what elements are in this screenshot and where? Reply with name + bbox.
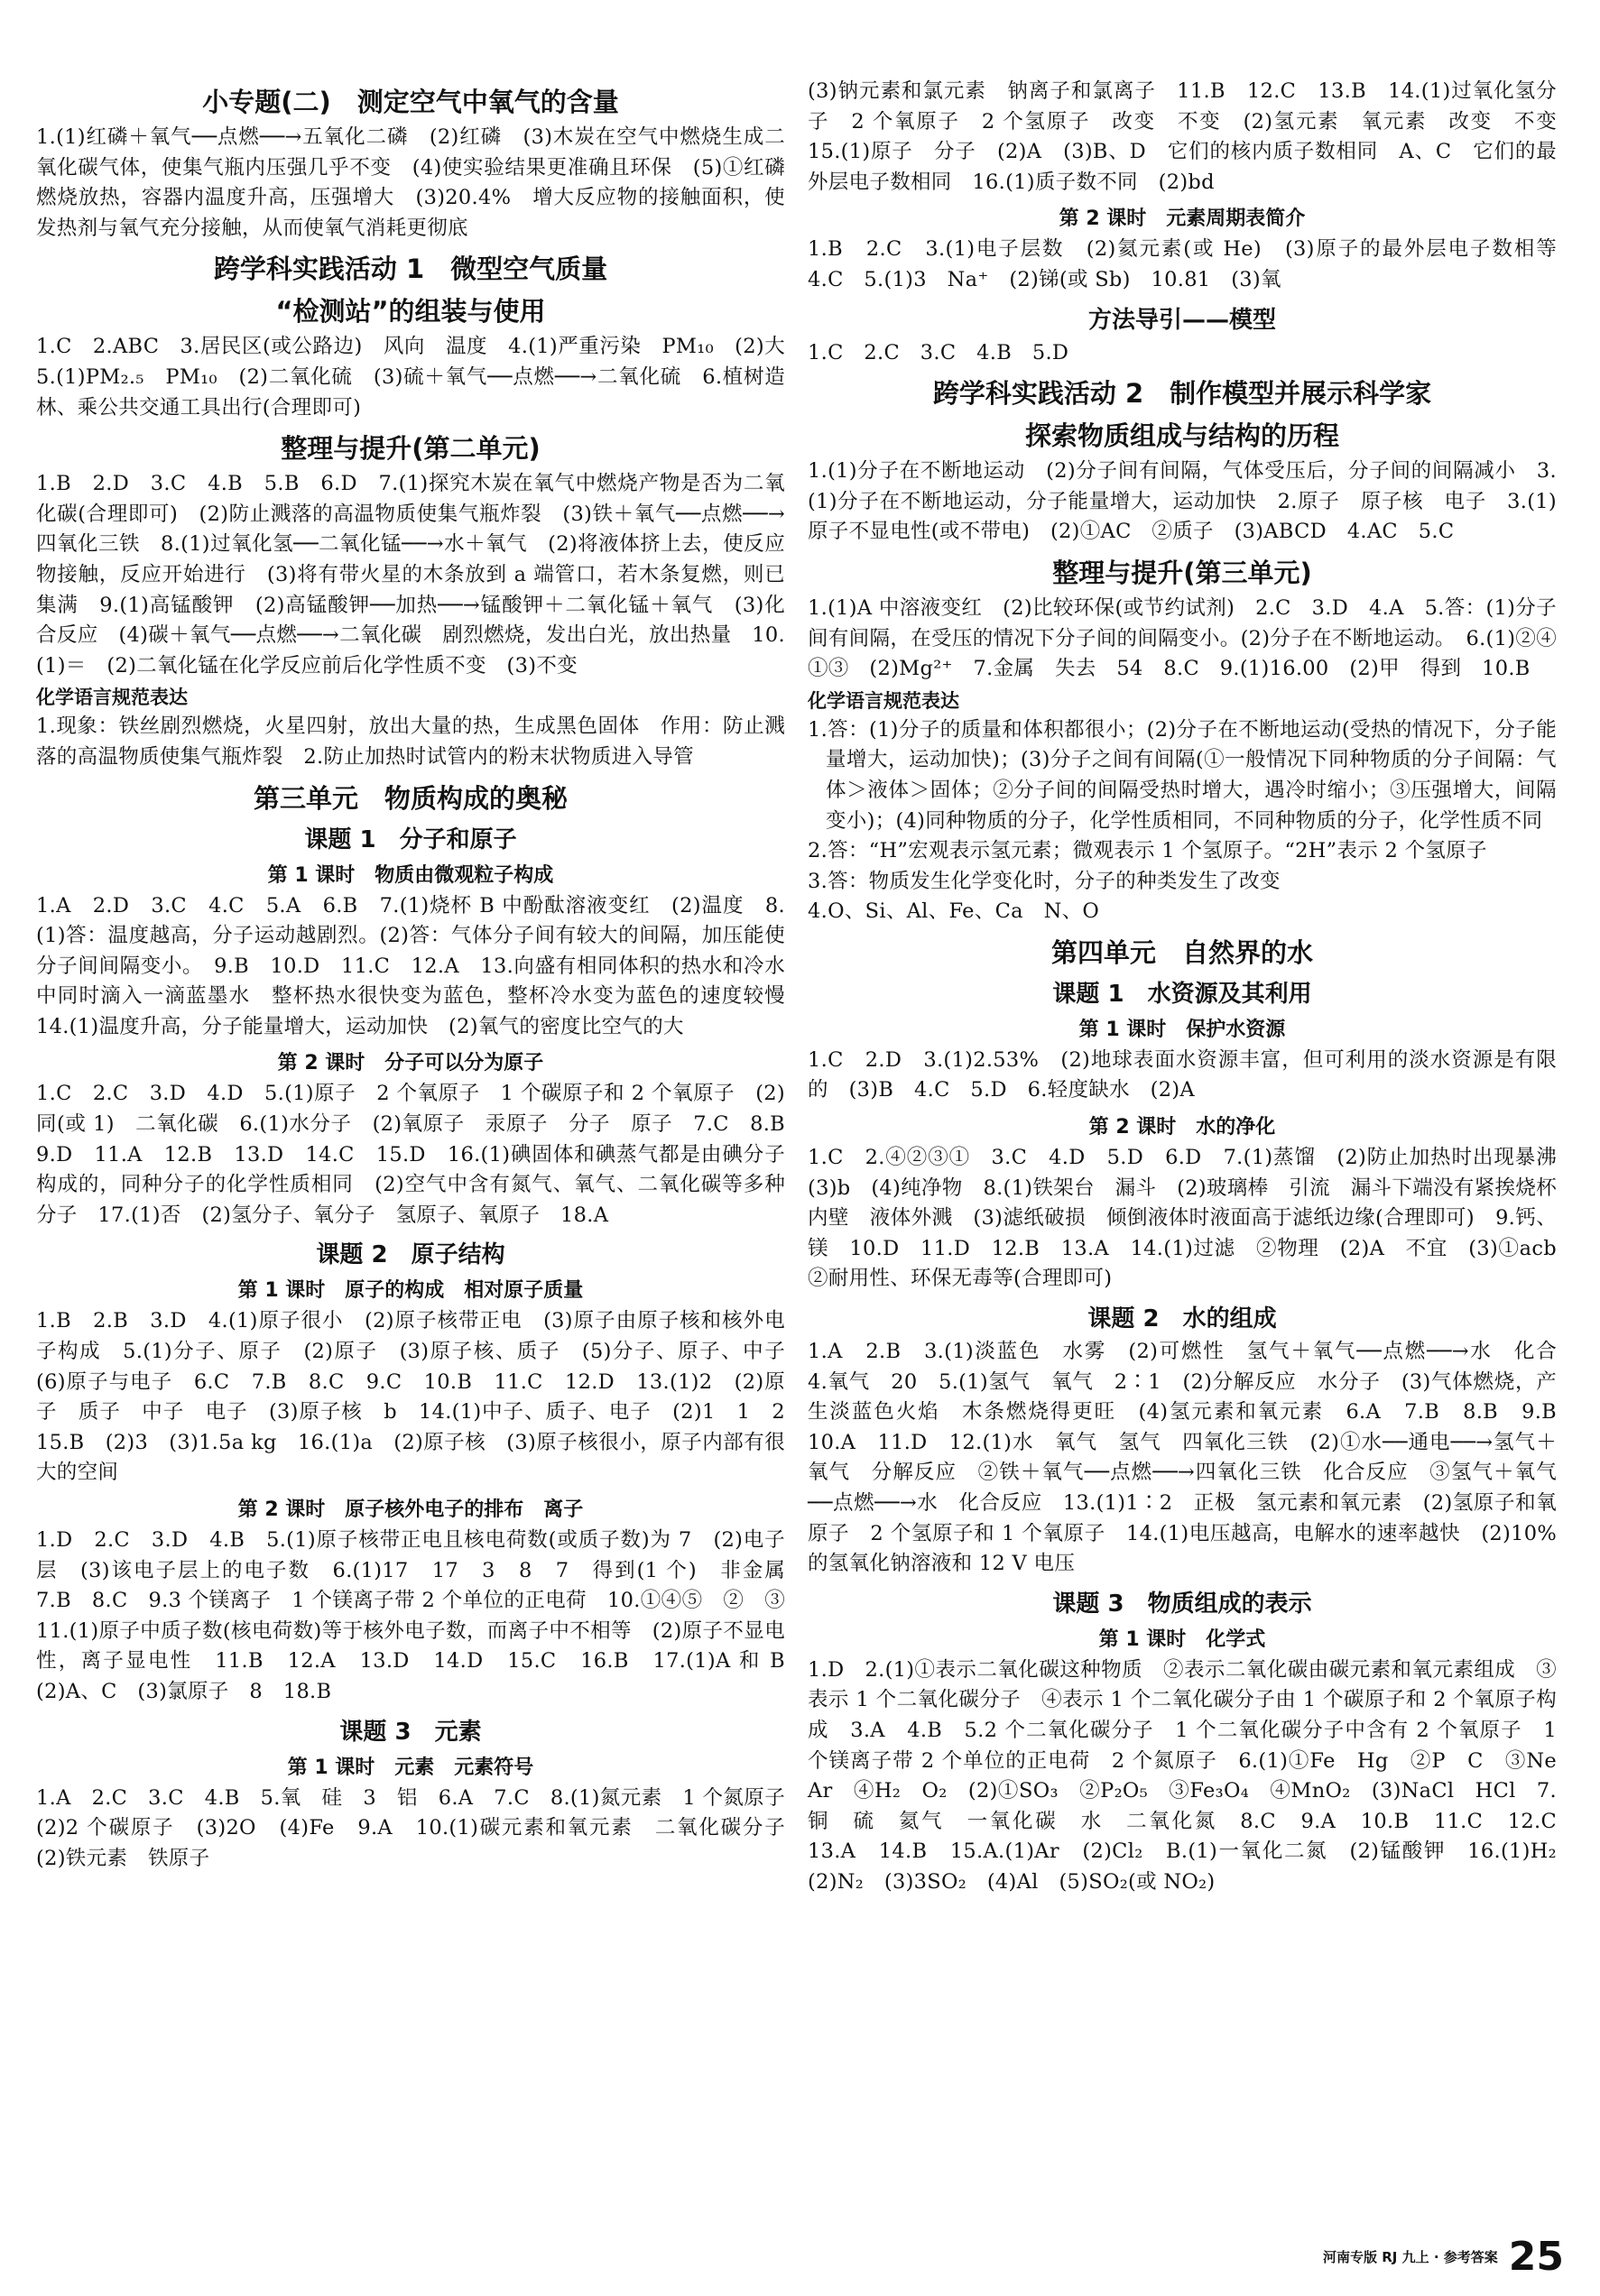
answer-paragraph: 1.C 2.D 3.(1)2.53% (2)地球表面水资源丰富，但可利用的淡水资源是有限的 (3)B 4.C 5.D 6.轻度缺水 (2)A: [808, 1047, 1557, 1102]
answer-paragraph: 1.C 2.C 3.C 4.B 5.D: [808, 340, 1069, 364]
answer-paragraph: 1.(1)红磷＋氧气──点燃──→五氧化二磷 (2)红磷 (3)木炭在空气中燃烧生成二氧化碳气体，使集气瓶内压强几乎不变 (4)使实验结果更准确且环保 (5)①红磷燃烧放热，容器内温度升高，压强增大 (3)20.4% 增大反应物的接触面积，使发热剂与氧气充分接触，从而使氧气消耗更彻底: [36, 125, 785, 240]
answer-paragraph: 1.现象：铁丝剧烈燃烧，火星四射，放出大量的热，生成黑色固体 作用：防止溅落的高温物质使集气瓶炸裂 2.防止加热时试管内的粉末状物质进入导管: [36, 715, 785, 769]
section-heading: “检测站”的组装与使用: [275, 296, 546, 327]
answer-paragraph: 1.D 2.C 3.D 4.B 5.(1)原子核带正电且核电荷数(或质子数)为 7 (2)电子层 (3)该电子层上的电子数 6.(1)17 17 3 8 7 得到(1 个) 非金属 7.B 8.C 9.3 个镁离子 1 个镁离子带 2 个单位的正电荷 10.①④⑤ ② ③ 11.(1)原子中质子数(核电荷数)等于核外电子数，而离子中不相等 (2)原子不显电性，离子显电性 11.B 12.A 13.D 14.D 15.C 16.B 17.(1)A 和 B (2)A、C (3)氯原子 8 18.B: [36, 1528, 806, 1703]
topic-heading: 课题 3 元素: [339, 1718, 482, 1746]
lesson-heading: 第 2 课时 水的净化: [1088, 1116, 1276, 1139]
answer-paragraph: 1.B 2.D 3.C 4.B 5.B 6.D 7.(1)探究木炭在氧气中燃烧产物是否为二氧化碳(合理即可) (2)防止溅落的高温物质使集气瓶炸裂 (3)铁＋氧气──点燃──→四氧化三铁 8.(1)过氧化氢──二氧化锰──→水＋氧气 (2)将液体挤上去，使反应物接触，反应开始进行 (3)将有带火星的木条放到 a 端管口，若木条复燃，则已集满 9.(1)高锰酸钾 (2)高锰酸钾──加热──→锰酸钾＋二氧化锰＋氧气 (3)化合反应 (4)碳＋氧气──点燃──→二氧化碳 剧烈燃烧，发出白光，放出热量 10.(1)＝ (2)二氧化锰在化学反应前后化学性质不变 (3)不变: [36, 472, 785, 678]
answer-paragraph: 1.C 2.C 3.D 4.D 5.(1)原子 2 个氧原子 1 个碳原子和 2 个氧原子 (2)同(或 1) 二氧化碳 6.(1)水分子 (2)氧原子 汞原子 分子 原子 7.C 8.B 9.D 11.A 12.B 13.D 14.C 15.D 16.(1)碘固体和碘蒸气都是由碘分子构成的，同种分子的化学性质相同 (2)空气中含有氮气、氧气、二氧化碳等多种分子 17.(1)否 (2)氢分子、氧分子 氢原子、氧原子 18.A: [36, 1082, 806, 1227]
section-heading: 跨学科实践活动 2 制作模型并展示科学家: [932, 378, 1432, 410]
page-number: 25: [1508, 2234, 1564, 2280]
subsection-label: 化学语言规范表达: [808, 689, 959, 712]
lesson-heading: 第 2 课时 原子核外电子的排布 离子: [237, 1498, 584, 1521]
answer-paragraph: 1.(1)A 中溶液变红 (2)比较环保(或节约试剂) 2.C 3.D 4.A 5.答：(1)分子间有间隔，在受压的情况下分子间的间隔变小。(2)分子在不断地运动。 6.(1)②④ ①③ (2)Mg²⁺ 7.金属 失去 54 8.C 9.(1)16.00 (2)甲 得到 10.B: [808, 595, 1577, 681]
topic-heading: 方法导引——模型: [1087, 306, 1276, 334]
answer-item: 3.答：物质发生化学变化时，分子的种类发生了改变: [808, 869, 1281, 893]
lesson-heading: 第 2 课时 元素周期表简介: [1059, 207, 1306, 231]
answer-paragraph: (3)钠元素和氯元素 钠离子和氯离子 11.B 12.C 13.B 14.(1)过氧化氢分子 2 个氧原子 2 个氢原子 改变 不变 (2)氢元素 氧元素 改变 不变 15.(1)原子 分子 (2)A (3)B、D 它们的核内质子数相同 A、C 它们的最外层电子数相同 16.(1)质子数不同 (2)bd: [808, 79, 1577, 194]
topic-heading: 课题 3 物质组成的表示: [1052, 1590, 1312, 1618]
lesson-heading: 第 1 课时 物质由微观粒子构成: [267, 863, 554, 887]
lesson-heading: 第 1 课时 化学式: [1098, 1627, 1266, 1651]
subsection-label: 化学语言规范表达: [36, 687, 188, 709]
section-heading: 第四单元 自然界的水: [1050, 936, 1313, 968]
answer-item: 4.O、Si、Al、Fe、Ca N、O: [808, 899, 1100, 924]
answer-item: 1.答：(1)分子的质量和体积都很小；(2)分子在不断地运动(受热的情况下，分子能量增大，运动加快)；(3)分子之间有间隔(①一般情况下同种物质的分子间隔：气体＞液体＞固体；②分子间的间隔受热时增大，遇冷时缩小；③压强增大，间隔变小)；(4)同种物质的分子，化学性质相同，不同种物质的分子，化学性质不同: [808, 717, 1557, 833]
lesson-heading: 第 1 课时 保护水资源: [1078, 1018, 1286, 1041]
topic-heading: 课题 1 水资源及其利用: [1052, 980, 1312, 1008]
answer-paragraph: 1.B 2.C 3.(1)电子层数 (2)氦元素(或 He) (3)原子的最外层电子数相等 4.C 5.(1)3 Na⁺ (2)锑(或 Sb) 10.81 (3)氧: [808, 237, 1577, 291]
section-heading: 整理与提升(第二单元): [281, 433, 541, 465]
answer-paragraph: 1.C 2.④②③① 3.C 4.D 5.D 6.D 7.(1)蒸馏 (2)防止加热时出现暴沸 (3)b (4)纯净物 8.(1)铁架台 漏斗 (2)玻璃棒 引流 漏斗下端没有紧挨烧杯内壁 液体外溅 (3)滤纸破损 倾倒液体时液面高于滤纸边缘(合理即可) 9.钙、镁 10.D 11.D 12.B 13.A 14.(1)过滤 ②物理 (2)A 不宜 (3)①acb ②耐用性、环保无毒等(合理即可): [808, 1146, 1577, 1291]
section-heading: 小专题(二) 测定空气中氧气的含量: [202, 87, 619, 117]
topic-heading: 课题 1 分子和原子: [304, 825, 517, 853]
answer-paragraph: 1.C 2.ABC 3.居民区(或公路边) 风向 温度 4.(1)严重污染 PM₁₀ (2)大 5.(1)PM₂.₅ PM₁₀ (2)二氧化硫 (3)硫＋氧气──点燃──→二氧化硫 6.植树造林、乘公共交通工具出行(合理即可): [36, 335, 806, 420]
left-column: [36, 77, 806, 1874]
lesson-heading: 第 2 课时 分子可以分为原子: [277, 1052, 544, 1075]
answer-paragraph: 1.B 2.B 3.D 4.(1)原子很小 (2)原子核带正电 (3)原子由原子核和核外电子构成 5.(1)分子、原子 (2)原子 (3)原子核、质子 (5)分子、原子、中子 (6)原子与电子 6.C 7.B 8.C 9.C 10.B 11.C 12.D 13.(1)2 (2)原子 质子 中子 电子 (3)原子核 b 14.(1)中子、质子、电子 (2)1 1 2 15.B (2)3 (3)1.5a kg 16.(1)a (2)原子核 (3)原子核很小，原子内部有很大的空间: [36, 1309, 806, 1485]
lesson-heading: 第 1 课时 原子的构成 相对原子质量: [237, 1279, 584, 1303]
topic-heading: 课题 2 原子结构: [316, 1241, 505, 1269]
page-footer: [1323, 2234, 1564, 2280]
answer-paragraph: 1.A 2.D 3.C 4.C 5.A 6.B 7.(1)烧杯 B 中酚酞溶液变红 (2)温度 8.(1)答：温度越高，分子运动越剧烈。(2)答：气体分子间有较大的间隔，加压能使分子间间隔变小。 9.B 10.D 11.C 12.A 13.向盛有相同体积的热水和冷水中同时滴入一滴蓝墨水 整杯热水很快变为蓝色，整杯冷水变为蓝色的速度较慢 14.(1)温度升高，分子能量增大，运动加快 (2)氧气的密度比空气的大: [36, 893, 806, 1038]
answer-paragraph: 1.D 2.(1)①表示二氧化碳这种物质 ②表示二氧化碳由碳元素和氧元素组成 ③表示 1 个二氧化碳分子 ④表示 1 个二氧化碳分子由 1 个碳原子和 2 个氧原子构成 3.A 4.B 5.2 个二氧化碳分子 1 个二氧化碳分子中含有 2 个氧原子 1 个镁离子带 2 个单位的正电荷 2 个氮原子 6.(1)①Fe Hg ②P C ③Ne Ar ④H₂ O₂ (2)①SO₃ ②P₂O₅ ③Fe₃O₄ ④MnO₂ (3)NaCl HCl 7.铜 硫 氦气 一氧化碳 水 二氧化氮 8.C 9.A 10.B 11.C 12.C 13.A 14.B 15.A.(1)Ar (2)Cl₂ B.(1)一氧化二氮 (2)锰酸钾 16.(1)H₂ (2)N₂ (3)3SO₂ (4)Al (5)SO₂(或 NO₂): [808, 1657, 1577, 1894]
answer-paragraph: 1.A 2.C 3.C 4.B 5.氧 硅 3 铝 6.A 7.C 8.(1)氮元素 1 个氮原子 (2)2 个碳原子 (3)2O (4)Fe 9.A 10.(1)碳元素和氧元素 二氧化碳分子 (2)铁元素 铁原子: [36, 1785, 806, 1870]
section-heading: 第三单元 物质构成的奥秘: [253, 782, 568, 814]
right-column: [808, 77, 1577, 1898]
answer-paragraph: 1.A 2.B 3.(1)淡蓝色 水雾 (2)可燃性 氢气＋氧气──点燃──→水 化合 4.氧气 20 5.(1)氢气 氧气 2∶1 (2)分解反应 水分子 (3)气体燃烧，产生淡蓝色火焰 木条燃烧得更旺 (4)氢元素和氧元素 6.A 7.B 8.B 9.B 10.A 11.D 12.(1)水 氧气 氢气 四氧化三铁 (2)①水──通电──→氢气＋氧气 分解反应 ②铁＋氧气──点燃──→四氧化三铁 化合反应 ③氢气＋氧气──点燃──→水 化合反应 13.(1)1∶2 正极 氢元素和氧元素 (2)氢原子和氧原子 2 个氢原子和 1 个氧原子 14.(1)电压越高，电解水的速率越快 (2)10%的氢氧化钠溶液和 12 V 电压: [808, 1340, 1577, 1576]
section-heading: 整理与提升(第三单元): [1052, 557, 1312, 588]
footer-label: 河南专版 RJ 九上 · 参考答案: [1323, 2249, 1498, 2265]
topic-heading: 课题 2 水的组成: [1087, 1305, 1277, 1333]
section-heading: 探索物质组成与结构的历程: [1024, 420, 1339, 452]
answer-item: 2.答：“H”宏观表示氢元素；微观表示 1 个氢原子。“2H”表示 2 个氢原子: [808, 839, 1487, 863]
lesson-heading: 第 1 课时 元素 元素符号: [287, 1756, 534, 1779]
section-heading: 跨学科实践活动 1 微型空气质量: [213, 254, 608, 285]
answer-paragraph: 1.(1)分子在不断地运动 (2)分子间有间隔，气体受压后，分子间的间隔减小 3.(1)分子在不断地运动，分子能量增大，运动加快 2.原子 原子核 电子 3.(1)原子不显电性(或不带电) (2)①AC ②质子 (3)ABCD 4.AC 5.C: [808, 459, 1557, 544]
